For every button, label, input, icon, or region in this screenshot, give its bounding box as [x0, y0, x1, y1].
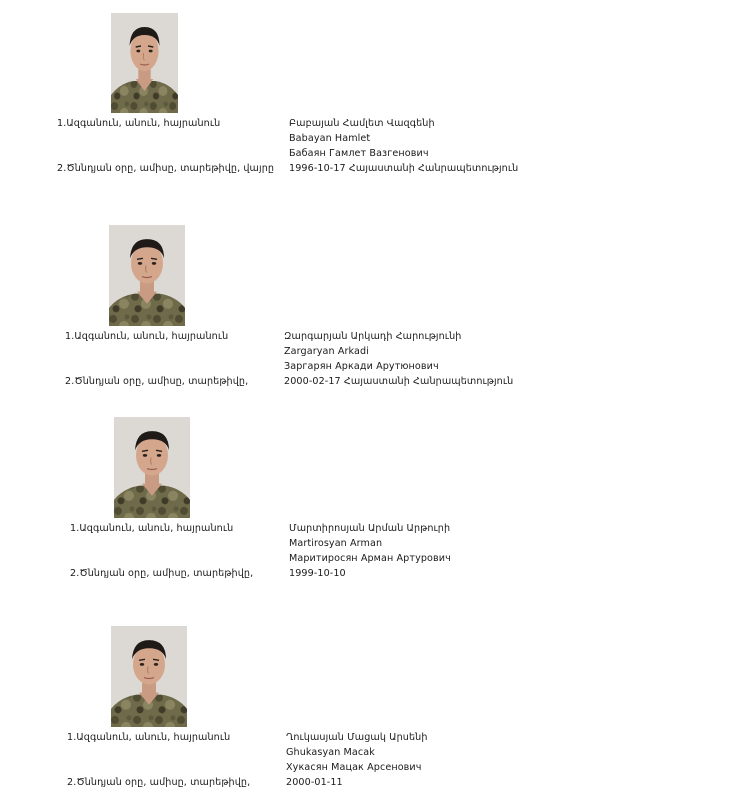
- value-name-en-3: Martirosyan Arman: [289, 538, 383, 549]
- soldier-portrait-icon: [114, 417, 190, 518]
- label-name-3: 1.Ազգանուն, անուն, հայրանուն: [70, 523, 234, 534]
- value-name-ru-3: Маритиросян Арман Артурович: [289, 553, 451, 564]
- label-birth-4: 2.Ծննդյան օրը, ամիսը, տարեթիվը,: [67, 777, 251, 788]
- soldier-portrait-icon: [111, 626, 187, 727]
- label-name-1: 1.Ազգանուն, անուն, հայրանուն: [57, 118, 221, 129]
- soldier-photo-1: [111, 13, 178, 113]
- soldier-photo-4: [111, 626, 187, 727]
- soldier-photo-3: [114, 417, 190, 518]
- value-name-ru-1: Бабаян Гамлет Вазгенович: [289, 148, 429, 159]
- value-name-en-2: Zargaryan Arkadi: [284, 346, 369, 357]
- label-name-4: 1.Ազգանուն, անուն, հայրանուն: [67, 732, 231, 743]
- soldier-photo-2: [109, 225, 185, 326]
- value-birth-3: 1999-10-10: [289, 568, 346, 579]
- value-name-en-4: Ghukasyan Macak: [286, 747, 375, 758]
- value-name-hy-4: Ղուկասյան Մացակ Արսենի: [286, 732, 428, 743]
- value-name-hy-3: Մարտիրոսյան Արման Արթուրի: [289, 523, 451, 534]
- value-name-en-1: Babayan Hamlet: [289, 133, 371, 144]
- value-birth-1: 1996-10-17 Հայաստանի Հանրապետություն: [289, 163, 519, 174]
- value-birth-4: 2000-01-11: [286, 777, 343, 788]
- value-name-hy-1: Բաբայան Համլետ Վազգենի: [289, 118, 435, 129]
- value-name-ru-4: Хукасян Мацак Арсенович: [286, 762, 422, 773]
- value-name-hy-2: Զարգարյան Արկադի Հարությունի: [284, 331, 462, 342]
- value-name-ru-2: Заргарян Аркади Арутюнович: [284, 361, 439, 372]
- label-birth-2: 2.Ծննդյան օրը, ամիսը, տարեթիվը,: [65, 376, 249, 387]
- soldier-portrait-icon: [111, 13, 178, 113]
- label-birth-3: 2.Ծննդյան օրը, ամիսը, տարեթիվը,: [70, 568, 254, 579]
- label-birth-1: 2.Ծննդյան օրը, ամիսը, տարեթիվը, վայրը: [57, 163, 275, 174]
- soldier-portrait-icon: [109, 225, 185, 326]
- value-birth-2: 2000-02-17 Հայաստանի Հանրապետություն: [284, 376, 514, 387]
- label-name-2: 1.Ազգանուն, անուն, հայրանուն: [65, 331, 229, 342]
